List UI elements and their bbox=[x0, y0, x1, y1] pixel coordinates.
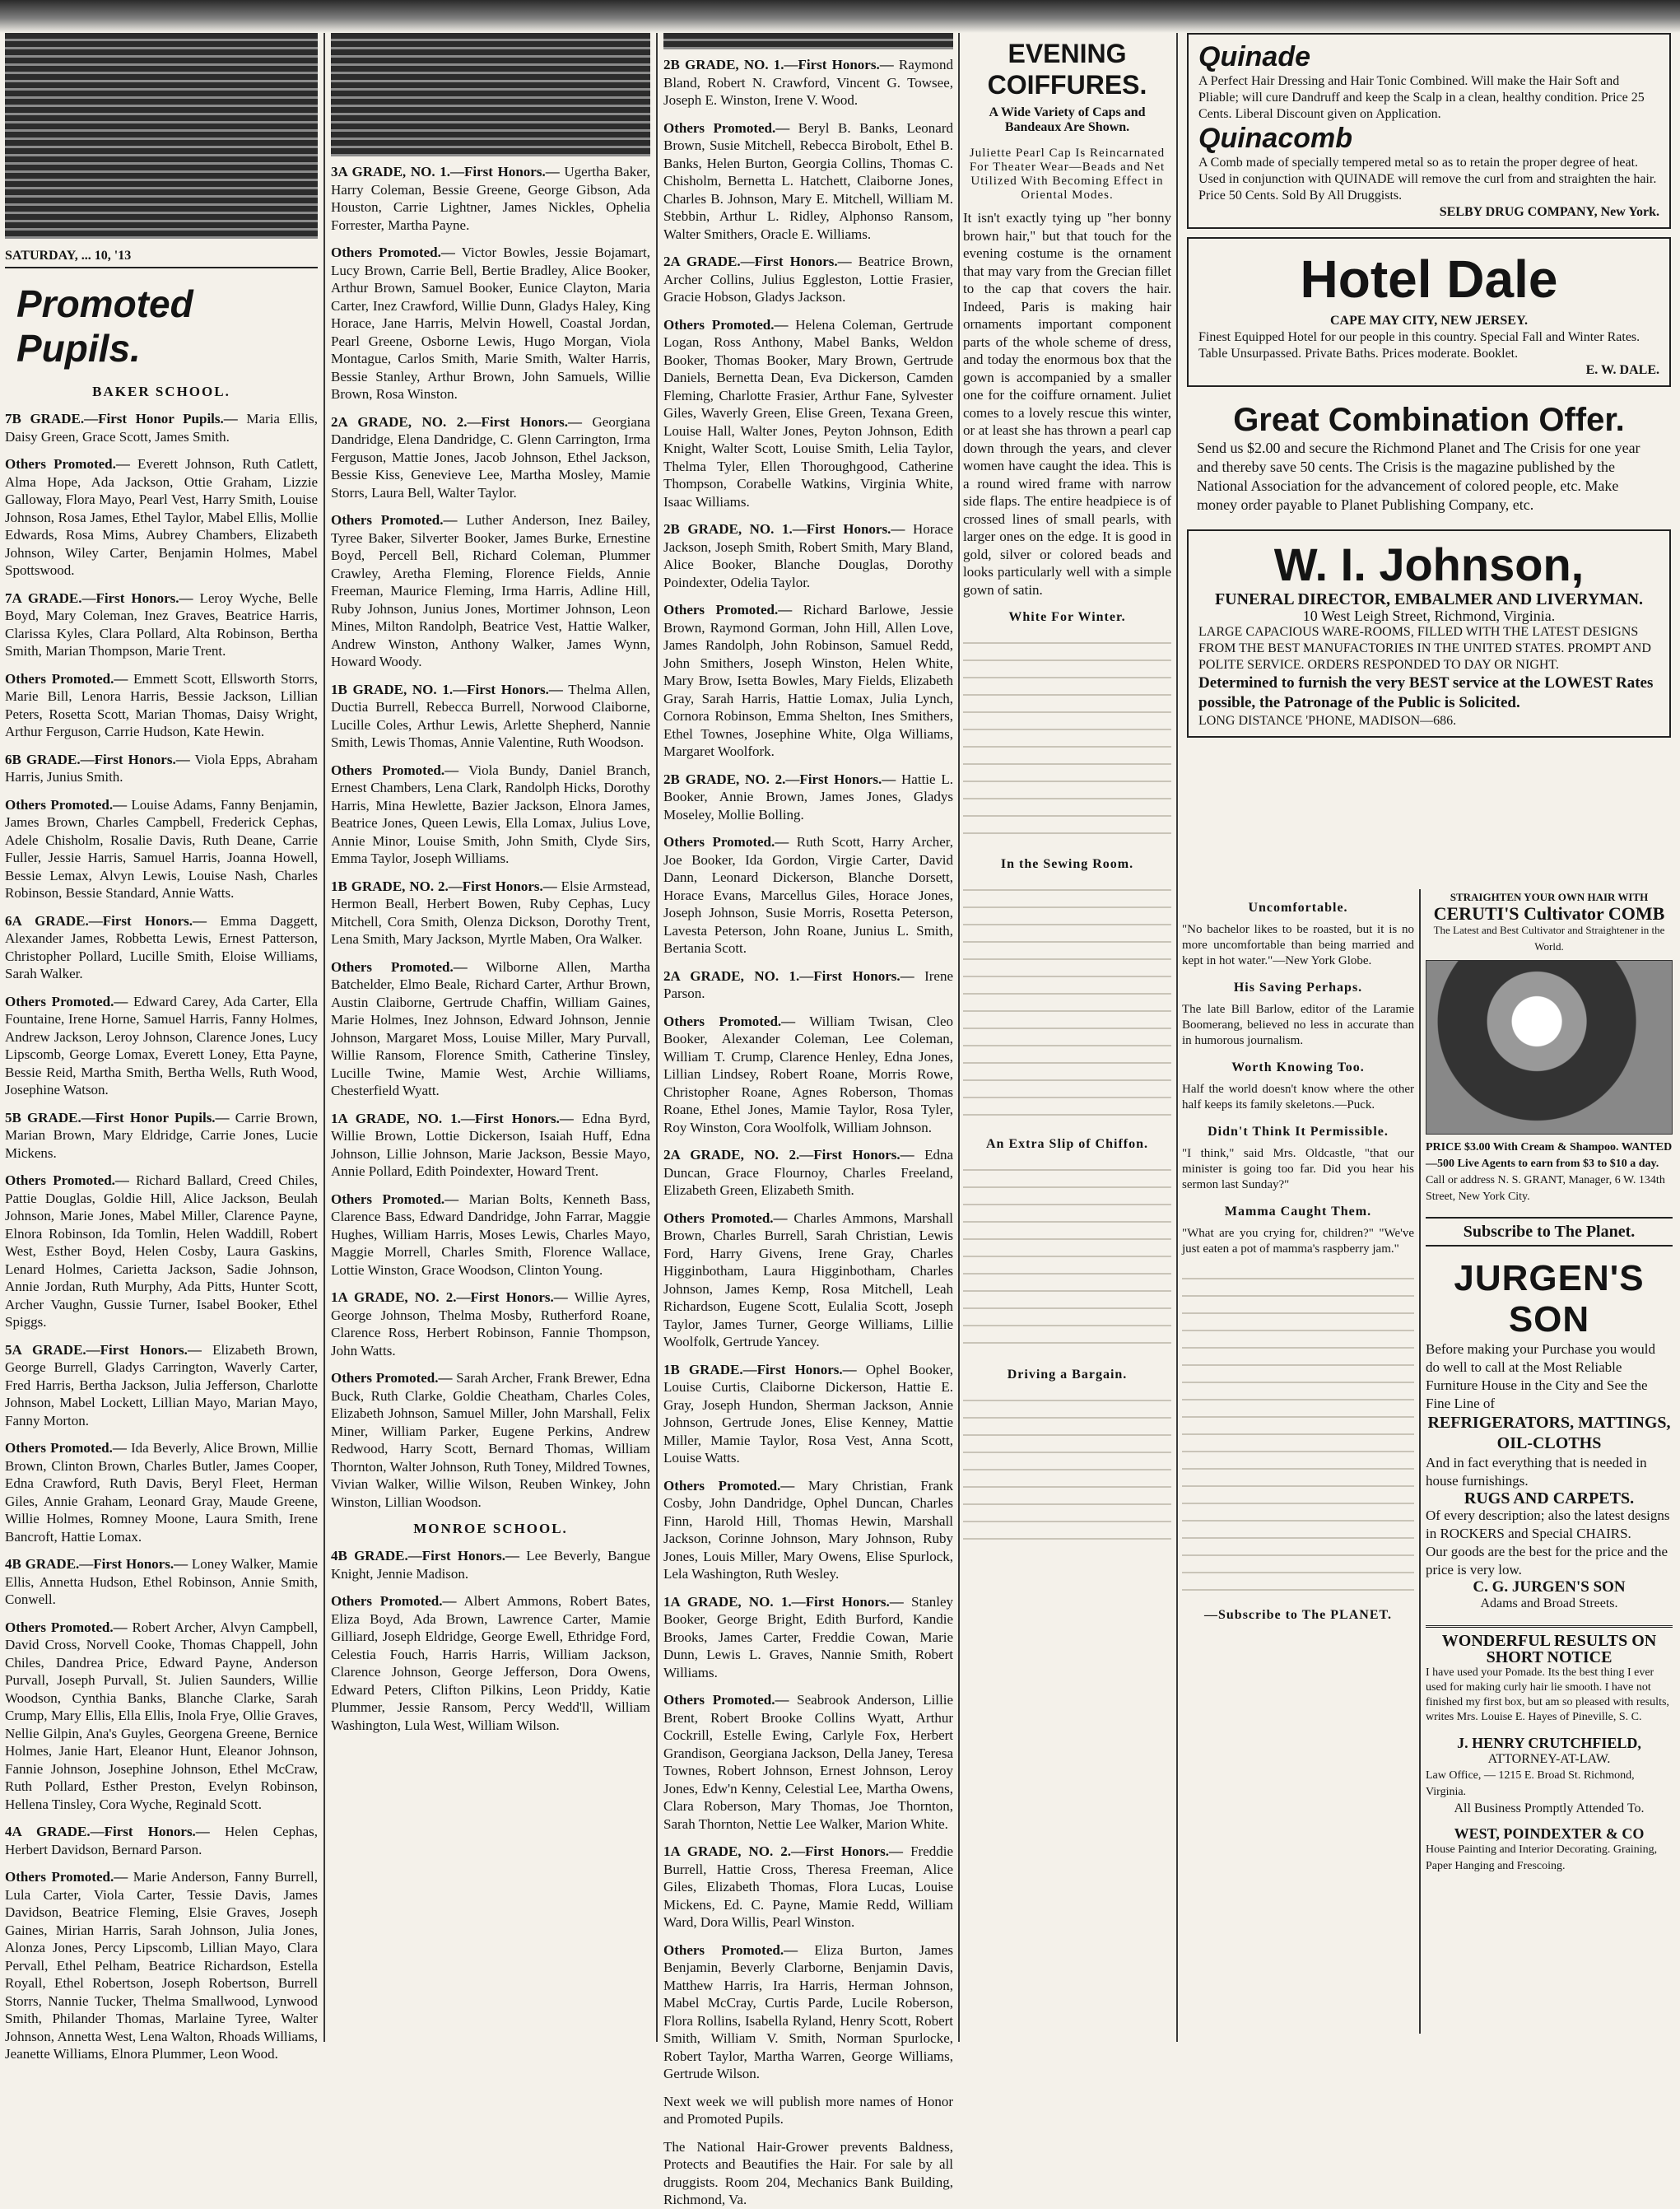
grade-entry bbox=[5, 1555, 318, 1609]
ad-body: And in fact everything that is needed in house furnishings. bbox=[1426, 1455, 1647, 1489]
grade-label: 1A GRADE, NO. 1.—First Honors.— bbox=[663, 1593, 904, 1610]
column-rule bbox=[958, 33, 960, 2042]
headline: Promoted Pupils. bbox=[16, 282, 193, 370]
grade-list bbox=[5, 410, 318, 2063]
ad-body: House Painting and Interior Decorating. Graining, Paper Hanging and Frescoing. bbox=[1426, 1843, 1658, 1872]
item-title: His Saving Perhaps. bbox=[1233, 981, 1363, 995]
ad-body: Finest Equipped Hotel for our people in this country. Special Fall and Winter Rates. Table Unsurpassed. Private Baths. Prices moderate. Booklet. bbox=[1198, 330, 1640, 361]
pupil-names: Albert Ammons, Robert Bates, Eliza Boyd, Ada Brown, Lawrence Carter, Mamie Gilliard, Joseph Eldridge, George Ewell, Ethridge Ford, Celestia Fouch, Harris Harris, William Jackson, Clarence Johnson, George Jefferson, Dora Owens, Edward Peters, Clifton Pilkins, Leon Priddy, Katie Plummer, Jessie Ransom, Percy Wedd'll, William Washington, Lula West, William Wilson. bbox=[331, 1593, 650, 1733]
comb-illustration bbox=[1426, 960, 1673, 1135]
pupil-names: Everett Johnson, Ruth Catlett, Alma Hope, Ada Jackson, Ottie Graham, Lizzie Galloway, Flora Mayo, Pearl Vest, Harry Smith, Louise Johnson, Rosa James, Ethel Taylor, Mabel Ellis, Mollie Edwards, Rosa Mims, Aubrey Chambers, Elizabeth Johnson, Wiley Carter, Benjamin Holmes, Mabel Spottswood. bbox=[5, 456, 318, 578]
grade-label: Others Promoted.— bbox=[663, 1692, 789, 1708]
grade-entry bbox=[663, 833, 953, 958]
ad-body: A Perfect Hair Dressing and Hair Tonic Combined. Will make the Hair Soft and Pliable; will cure Dandruff and keep the Scalp in a clean, healthy condition. Price 25 Cents. Liberal Discount given on Application. bbox=[1198, 74, 1645, 121]
grade-label: Others Promoted.— bbox=[331, 1593, 457, 1609]
item-text: "I think," said Mrs. Oldcastle, "that our minister is going too far. Did you hear his sermon last Sunday?" bbox=[1182, 1147, 1414, 1191]
column-grades-2 bbox=[331, 33, 650, 2042]
story-deck: A Wide Variety of Caps and Bandeaux Are Shown. bbox=[989, 105, 1146, 134]
grade-entry bbox=[5, 993, 318, 1099]
grade-entry bbox=[663, 1691, 953, 1833]
grade-label: Others Promoted.— bbox=[5, 796, 128, 813]
grade-label: Others Promoted.— bbox=[5, 670, 128, 687]
pupil-names: Marian Bolts, Kenneth Bass, Clarence Bass, Edward Dandridge, John Farrar, Maggie Hughes, William Harris, Moses Lewis, Charles Mayo, Maggie Morrell, Charles Smith, Florence Wallace, Lottie Winston, Grace Woodson, Clinton Young. bbox=[331, 1191, 651, 1278]
ad-subtitle: The Latest and Best Cultivator and Straightener in the World. bbox=[1433, 924, 1665, 953]
pupil-names: Robert Archer, Alvyn Campbell, David Cross, Norvell Cooke, Thomas Chappell, John Chiles, Dandrea Price, Edward Payne, Anderson Purvall, Joseph Purvall, St. Julien Saunders, Willie Woodson, Cynthia Banks, Blanche Clarke, Sarah Crump, Mary Ellis, Ella Ellis, Inola Frye, Ollie Graves, Nellie Gilpin, Ana's Guyles, Georgena Greene, Bernice Holmes, Janie Hart, Eleanor Hunt, Eleanor Johnson, Fannie Johnson, Josephine Johnson, Ethel McCraw, Ruth Pollard, Esther Preston, Evelyn Robinson, Hellena Tinsley, Cora Wyche, Reginald Scott. bbox=[5, 1619, 318, 1812]
grade-entry bbox=[663, 771, 953, 824]
grade-entry bbox=[663, 316, 953, 511]
pupil-names: Hattie L. Booker, Annie Brown, James Jones, Gladys Moseley, Mollie Bolling. bbox=[663, 771, 954, 823]
pupil-names: William Twisan, Cleo Booker, Alexander Coleman, Lee Coleman, William T. Crump, Clarence Henley, Edna Jones, Lillian Lindsey, Robert Roane, Morris Rowe, Christopher Roane, Agnes Roberson, Thomas Roane, Ethel Jones, Mamie Taylor, Rosa Tyler, Roy Winston, Cora Woolfolk, William Johnson. bbox=[663, 1013, 954, 1135]
grade-entry bbox=[5, 1109, 318, 1163]
pupil-names: Marie Anderson, Fanny Burrell, Lula Carter, Viola Carter, Tessie Davis, James Davidson, Beatrice Fleming, Elsie Graves, Joseph Gaines, Mirian Harris, Sarah Johnson, Julia Jones, Alonza Jones, Percy Lipscomb, Lillian Mayo, Clara Pervall, Ethel Pelham, Beatrice Richardson, Estella Royall, Ethel Robertson, Joseph Robertson, Burrell Storrs, Nannie Tucker, Thelma Smallwood, Lynwood Smith, Philander Thomas, Marlaine Tyree, Walter Johnson, Annetta West, Lena Walton, Rhoads Williams, Jeanette Williams, Elnora Plummer, Leon Wood. bbox=[5, 1869, 318, 2062]
ad-subtitle: ATTORNEY-AT-LAW. bbox=[1487, 1752, 1611, 1766]
hotel-dale-ad bbox=[1187, 237, 1671, 387]
grade-label: 2A GRADE, NO. 2.—First Honors.— bbox=[331, 413, 582, 430]
grade-entry bbox=[331, 413, 650, 502]
grade-list bbox=[331, 1547, 650, 1734]
grade-entry bbox=[331, 958, 650, 1100]
sub-heading: White For Winter. bbox=[1008, 610, 1126, 624]
grade-label: Others Promoted.— bbox=[5, 1440, 127, 1456]
grade-label: Others Promoted.— bbox=[331, 762, 459, 778]
pupil-names: Elizabeth Brown, George Burrell, Gladys Carrington, Waverly Carter, Fred Harris, Bertha Jackson, Julia Jefferson, Charlotte Johnson, Mabel Lockett, Lillian Mayo, Marian Mayo, Fanny Morton. bbox=[5, 1341, 319, 1428]
pupil-names: Emma Daggett, Alexander James, Robbetta Lewis, Ernest Patterson, Christopher Pollard, Lucille Smith, Eloise Williams, Sarah Walker. bbox=[5, 912, 318, 981]
grade-entry bbox=[663, 1593, 953, 1682]
pupil-names: Georgiana Dandridge, Elena Dandridge, C. Glenn Carrington, Irma Ferguson, Mattie Jones, Jacob Johnson, Ethel Jackson, Bessie Kiss, Genevieve Lee, Martha Mosley, Mamie Storrs, Laura Bell, Walter Taylor. bbox=[331, 413, 650, 501]
grade-entry bbox=[663, 253, 953, 306]
pupil-names: Thelma Allen, Ductia Burrell, Rebecca Burrell, Norwood Claiborne, Lucille Coles, Arthur Lewis, Arlette Shepherd, Nannie Smith, Lewis Thomas, Annie Valentine, Ruth Woodson. bbox=[331, 681, 650, 750]
story-body: It isn't exactly tying up "her bonny brown hair," but that touch for the evening costume is the ornament that may vary from the Grecian fillet to the cap that covers the hair. Indeed, Paris is making hair ornaments important component parts of the whole scheme of dress, and today the enormous box that the gown is accompanied by a smaller one for the coiffure ornament. Juliet comes to a lovely rescue this winter, or at least she has thrown a pearl cap down through the years, and clever women have caught the idea. This is a round wired frame with narrow side flaps. The entire headpiece is of crossed lines of small pearls, with larger ones on the edge. It is good in gold, silver or colored beads and looks particularly well with a simple gown of satin. bbox=[963, 210, 1171, 598]
grade-label: 4B GRADE.—First Honors.— bbox=[331, 1548, 519, 1564]
grade-label: 6B GRADE.—First Honors.— bbox=[5, 751, 190, 767]
grade-label: Others Promoted.— bbox=[5, 1619, 128, 1635]
pupil-names: Ophel Booker, Louise Curtis, Claiborne Dickerson, Hattie E. Gray, Joseph Hundon, Sherman Jackson, Annie Johnson, Gertrude Jones, Elise Kenney, Mattie Miller, Mamie Taylor, Rosa Vest, Anna Scott, Louise Watts. bbox=[663, 1361, 954, 1466]
column-ads-2 bbox=[1419, 889, 1678, 2034]
grade-label: 1A GRADE, NO. 2.—First Honors.— bbox=[331, 1289, 568, 1305]
ad-subtitle: CAPE MAY CITY, NEW JERSEY. bbox=[1329, 314, 1529, 328]
grade-entry bbox=[663, 967, 953, 1003]
story-title: EVENING COIFFURES. bbox=[987, 39, 1147, 100]
grade-label: 2B GRADE, NO. 2.—First Honors.— bbox=[663, 771, 896, 787]
ad-head: STRAIGHTEN YOUR OWN HAIR WITH bbox=[1450, 891, 1649, 903]
pupil-names: Carrie Brown, Marian Brown, Mary Eldridge, Carrie Jones, Lucie Mickens. bbox=[5, 1109, 318, 1161]
pupil-names: Raymond Bland, Robert N. Crawford, Vincent G. Towsee, Joseph E. Winston, Irene V. Wood. bbox=[663, 57, 954, 108]
item-title: Worth Knowing Too. bbox=[1231, 1060, 1365, 1074]
ad-title: Quinade bbox=[1198, 41, 1311, 72]
grade-label: 7A GRADE.—First Honors.— bbox=[5, 590, 193, 606]
subscribe-line: —Subscribe to The PLANET. bbox=[1204, 1608, 1392, 1622]
ad-body: Of every description; also the latest designs in ROCKERS and Special CHAIRS. bbox=[1426, 1508, 1670, 1541]
pupil-names: Ugertha Baker, Harry Coleman, Bessie Greene, George Gibson, Ada Houston, Carrie Lightner, James Nickles, Ophelia Forrester, Martha Payne. bbox=[331, 164, 650, 233]
grade-label: 2A GRADE, NO. 2.—First Honors.— bbox=[663, 1147, 914, 1163]
text-filler bbox=[963, 631, 1171, 846]
grade-label: Others Promoted.— bbox=[5, 456, 130, 472]
ad-title: Great Combination Offer. bbox=[1233, 402, 1625, 438]
pupil-names: Richard Ballard, Creed Chiles, Pattie Douglas, Goldie Hill, Alice Jackson, Beulah Johnson, Marie Jones, Mabel Miller, Clarence Payne, Elnora Robinson, Ida Tomlin, Helen Waddill, Robert West, Esther Boyd, Helen Cosby, Laura Gaskins, Lenard Holmes, Carietta Jackson, Sadie Johnson, Annie Jordan, Ruth Murphy, Ada Pitts, Hunter Scott, Archer Vaughn, Gussie Turner, Isabel Booker, Ethel Spiggs. bbox=[5, 1172, 318, 1330]
grade-label: 6A GRADE.—First Honors.— bbox=[5, 912, 207, 929]
pupil-names: Seabrook Anderson, Lillie Brent, Robert Brooke Collins Wyatt, Arthur Cockrill, Estelle Ewing, Carlyle Fox, Herbert Grandison, Georgiana Jackson, Della Janey, Teresa Townes, Robert Johnson, Ernest Johnson, Leroy Jones, Edw'n Kenny, Celestial Lee, Martha Owens, Clara Roberson, Mary Thomas, Joe Thornton, Sarah Thornton, Nettie Lee Walker, Marion White. bbox=[663, 1692, 953, 1832]
ad-contact: Call or address N. S. GRANT, Manager, 6 W. 134th Street, New York City. bbox=[1426, 1174, 1665, 1203]
ad-title: JURGEN'S SON bbox=[1454, 1258, 1645, 1340]
grade-list bbox=[331, 163, 650, 1511]
column-ads bbox=[1182, 33, 1676, 889]
ad-address: Adams and Broad Streets. bbox=[1480, 1596, 1618, 1610]
grade-entry bbox=[5, 455, 318, 580]
pupil-names: Viola Epps, Abraham Harris, Junius Smith. bbox=[5, 751, 319, 785]
ad-footer: All Business Promptly Attended To. bbox=[1454, 1801, 1645, 1815]
ad-title: W. I. Johnson, bbox=[1273, 538, 1585, 590]
pupil-names: Edward Carey, Ada Carter, Ella Fountaine, Irene Horne, Samuel Harris, Fanny Holmes, Andrew Jackson, Leroy Johnson, Clarence Jones, Lucy Lipscomb, George Lomax, Everett Loney, Etta Payne, Bessie Reid, Martha Smith, Bertha Wells, Ruth Wood, Josephine Watson. bbox=[5, 993, 318, 1098]
grade-entry bbox=[5, 1823, 318, 1858]
grade-entry bbox=[663, 1146, 953, 1200]
hair-grower-ad: The National Hair-Grower prevents Baldness, Protects and Beautifies the Hair. For sale by all druggists. Room 204, Mechanics Bank Building, Richmond, Va. bbox=[663, 2138, 953, 2207]
grade-label: Others Promoted.— bbox=[331, 1370, 453, 1386]
ad-phone: LONG DISTANCE 'PHONE, MADISON—686. bbox=[1198, 714, 1457, 728]
grade-entry bbox=[663, 56, 953, 110]
ad-body: Before making your Purchase you would do well to call at the Most Reliable Furniture House in the City and See the Fine Line of bbox=[1426, 1341, 1656, 1411]
ad-body: LARGE CAPACIOUS WARE-ROOMS, FILLED WITH THE LATEST DESIGNS FROM THE BEST MANUFACTORIES IN THE UNITED STATES. PROMPT AND POLITE SERVICE. ORDERS RESPONDED TO DAY OR NIGHT. bbox=[1198, 625, 1651, 672]
sub-heading: An Extra Slip of Chiffon. bbox=[985, 1137, 1149, 1151]
pupil-names: Beryl B. Banks, Leonard Brown, Susie Mitchell, Rebecca Birobolt, Ethel B. Banks, Helen Burton, Georgia Collins, Thomas C. Chisholm, Bernetta L. Hatchett, Claiborne Jones, Charles B. Johnson, Mary E. Mitchell, William M. Stebbin, Arthur L. Ridley, Alphonso Ransom, Walter Smithers, Oracle E. Williams. bbox=[663, 119, 953, 242]
grade-entry bbox=[5, 1439, 318, 1545]
item-text: "What are you crying for, children?" "We've just eaten a pot of mamma's raspberry jam." bbox=[1182, 1227, 1414, 1256]
pupil-names: Ida Beverly, Alice Brown, Millie Brown, Clinton Brown, Charles Butler, James Cooper, Edna Crawford, Ruth Davis, Beryl Fleet, Herman Giles, Annie Graham, Leonard Gray, Maude Greene, Willie Holmes, Romney Moone, Laura Smith, Irene Bancroft, Hattie Lomax. bbox=[5, 1440, 319, 1545]
grade-label: 4B GRADE.—First Honors.— bbox=[5, 1556, 188, 1572]
grade-label: 1B GRADE, NO. 2.—First Honors.— bbox=[331, 878, 557, 894]
pupil-names: Louise Adams, Fanny Benjamin, James Brown, Charles Campbell, Frederick Cephas, Adele Chisholm, Rosalie Davis, Ruth Deane, Carrie Fuller, Jessie Harris, Samuel Harris, Joanna Howell, Bessie Lemax, Alvyn Lewis, Louise Nash, Charles Robinson, Bessie Standard, Annie Watts. bbox=[5, 796, 319, 901]
grade-entry bbox=[331, 1369, 650, 1511]
ad-owner: E. W. DALE. bbox=[1585, 363, 1659, 377]
grade-entry bbox=[5, 751, 318, 786]
pupil-names: Charles Ammons, Marshall Brown, Charles Burrell, Sarah Christian, Lewis Ford, Harry Givens, Irene Gray, Charles Higginbotham, Laura Higginbotham, Charles Johnson, James Kemp, Rosa Mitchell, Leah Richardson, Eugene Scott, Eulalia Scott, Joseph Taylor, James Turner, George Williams, Lillie Woolfolk, Gertrude Yancey. bbox=[663, 1209, 954, 1349]
pupil-names: Richard Barlowe, Jessie Brown, Raymond Gorman, John Hill, Allen Love, James Randolph, John Robinson, Samuel Redd, John Smithers, Joseph Winston, Helen White, Mary Brow, Isetta Bowles, Mary Fields, Elizabeth Gray, Sarah Harris, Hattie Lomax, Julia Lynch, Cornora Robinson, Emma Shelton, Ines Smithers, Ethel Townes, Josephine White, Olga Williams, Margaret Woolfork. bbox=[663, 602, 953, 759]
item-text: "No bachelor likes to be roasted, but it is no more uncomfortable than being married and kept in hot water."—New York Globe. bbox=[1182, 923, 1414, 967]
quinade-ad bbox=[1187, 33, 1671, 229]
column-rule bbox=[1176, 33, 1178, 2042]
pupil-names: Freddie Burrell, Hattie Cross, Theresa Freeman, Alice Giles, Elizabeth Thomas, Flora Lucas, Louise Mickens, Ed. C. Payne, Mamie Redd, William Ward, Dora Willis, Pearl Winston. bbox=[663, 1843, 954, 1930]
scan-top-edge bbox=[0, 0, 1680, 33]
ad-name: J. HENRY CRUTCHFIELD, bbox=[1457, 1735, 1641, 1751]
date-strip: SATURDAY, ... 10, '13 bbox=[5, 245, 318, 268]
ad-items: REFRIGERATORS, MATTINGS, OIL-CLOTHS bbox=[1427, 1414, 1671, 1452]
grade-label: Others Promoted.— bbox=[663, 834, 789, 850]
grade-label: 2B GRADE, NO. 1.—First Honors.— bbox=[663, 57, 894, 72]
text-filler bbox=[1182, 1267, 1414, 1596]
grade-entry bbox=[331, 878, 650, 948]
grade-entry bbox=[331, 1110, 650, 1181]
combination-offer-ad bbox=[1187, 395, 1671, 521]
pupil-names: Viola Bundy, Daniel Branch, Ernest Chambers, Lena Clark, Randolph Hicks, Dorothy Harris, Mina Hewlette, Bazier Jackson, Elnora James, Beatrice Jones, Queen Lewis, Ella Lomax, Julius Love, Annie Minor, Louise Smith, John Smith, Clyde Sirs, Emma Taylor, Joseph Williams. bbox=[331, 762, 650, 866]
pupil-names: Edna Byrd, Willie Brown, Lottie Dickerson, Isaiah Huff, Edna Johnson, Lillie Johnson, Marie Jackson, Bessie Mayo, Annie Pollard, Edith Poindexter, Howard Trent. bbox=[331, 1110, 650, 1179]
grade-entry bbox=[5, 590, 318, 660]
item-title: Mamma Caught Them. bbox=[1224, 1205, 1372, 1219]
pupil-names: Emmett Scott, Ellsworth Storrs, Marie Bill, Lenora Harris, Bessie Jackson, Lillian Peters, Rosetta Scott, Marian Thomas, Daisy Wright, Arthur Ferguson, Carrie Hudson, Kate Hewin. bbox=[5, 670, 318, 739]
grade-label: Others Promoted.— bbox=[331, 1191, 459, 1207]
grade-entry bbox=[331, 1289, 650, 1359]
grade-label: 3A GRADE, NO. 1.—First Honors.— bbox=[331, 164, 560, 179]
grade-entry bbox=[663, 1941, 953, 2083]
pupil-names: Lee Beverly, Bangue Knight, Jennie Madison. bbox=[331, 1548, 651, 1582]
ad-body: Send us $2.00 and secure the Richmond Planet and The Crisis for one year and thereby save 50 cents. The Crisis is the magazine published by the National Association for the advancement of colored people, etc. Make money order payable to Planet Publishing Company, etc. bbox=[1197, 440, 1640, 513]
grade-entry bbox=[663, 1843, 953, 1932]
damaged-print-area bbox=[5, 33, 318, 239]
grade-label: 2B GRADE, NO. 1.—First Honors.— bbox=[663, 521, 905, 537]
sub-heading: Driving a Bargain. bbox=[1007, 1368, 1128, 1382]
grade-entry bbox=[663, 1361, 953, 1467]
grade-entry bbox=[331, 511, 650, 671]
column-grades-3 bbox=[663, 33, 954, 2207]
grade-entry bbox=[331, 1547, 650, 1582]
pupil-names: Edna Duncan, Grace Flournoy, Charles Freeland, Elizabeth Green, Elizabeth Smith. bbox=[663, 1147, 954, 1198]
pupil-names: Maria Ellis, Daisy Green, Grace Scott, James Smith. bbox=[5, 411, 318, 445]
item-title: Uncomfortable. bbox=[1248, 901, 1348, 915]
grade-entry bbox=[5, 1172, 318, 1331]
grade-entry bbox=[663, 119, 953, 244]
grade-label: Others Promoted.— bbox=[331, 958, 468, 975]
grade-label: 4A GRADE.—First Honors.— bbox=[5, 1824, 210, 1839]
subscribe-line: Subscribe to The Planet. bbox=[1426, 1217, 1673, 1247]
ad-title: Hotel Dale bbox=[1300, 249, 1558, 309]
grade-label: Others Promoted.— bbox=[331, 512, 458, 528]
pupil-names: Helena Coleman, Gertrude Logan, Ross Anthony, Mabel Banks, Weldon Booker, Thomas Booker, Mary Brown, Gertrude Daniels, Bernetta Dean, Eva Dickerson, Camden Fleming, Charlotte Frasier, Arthur Fane, Sylvester Giles, Waverly Green, Elise Green, Texana Green, Louise Hall, Walter Jones, Peyton Johnson, Edith Knight, Walter Scott, Louise Smith, Lelia Taylor, Thelma Tyler, Ellen Thoroughgood, Catherine Thompson, Corabelle Watkins, Virginia White, Isaac Williams. bbox=[663, 316, 953, 510]
pupil-names: Sarah Archer, Frank Brewer, Edna Buck, Ruth Clarke, Goldie Cheatham, Charles Coles, Elizabeth Johnson, Samuel Miller, John Marshall, Felix Miner, William Parker, Eugene Perkins, Andrew Redwood, Harry Scott, Bernard Thomas, William Thornton, Walter Johnson, Ruth Toney, Mildred Townes, Vivian Walker, Willie Wilson, Reuben Winkey, John Winston, Lillian Woodson. bbox=[331, 1370, 651, 1510]
pupil-names: Stanley Booker, George Bright, Edith Burford, Kandie Brooks, James Carter, Freddie Cowan, Marie Dunn, Lewis L. Graves, Nannie Smith, Robert Williams. bbox=[663, 1593, 954, 1680]
grade-entry bbox=[663, 520, 953, 591]
ad-title: CERUTI'S Cultivator COMB bbox=[1433, 903, 1665, 924]
text-filler bbox=[963, 878, 1171, 1125]
grade-label: 1B GRADE.—First Honors.— bbox=[663, 1361, 857, 1377]
pupil-names: Leroy Wyche, Belle Boyd, Mary Coleman, Inez Graves, Beatrice Harris, Clarissa Kyles, Clara Pollard, Alta Robinson, Bertha Smith, Marian Thompson, Marie Trent. bbox=[5, 590, 319, 659]
grade-label: Others Promoted.— bbox=[663, 119, 790, 136]
grade-label: Others Promoted.— bbox=[663, 1477, 795, 1494]
school-heading: MONROE SCHOOL. bbox=[413, 1521, 568, 1536]
grade-entry bbox=[5, 410, 318, 445]
column-rule bbox=[656, 33, 658, 2042]
pupil-names: Horace Jackson, Joseph Smith, Robert Smith, Mary Bland, Alice Booker, Blanche Douglas, Dorothy Poindexter, Odelia Taylor. bbox=[663, 521, 954, 590]
grade-entry bbox=[5, 1619, 318, 1814]
grade-entry bbox=[663, 1477, 953, 1583]
grade-label: 5B GRADE.—First Honor Pupils.— bbox=[5, 1109, 230, 1125]
grade-entry bbox=[5, 1341, 318, 1430]
pupil-names: Helen Cephas, Herbert Davidson, Bernard Parson. bbox=[5, 1824, 319, 1857]
grade-entry bbox=[331, 244, 650, 403]
grade-entry bbox=[5, 670, 318, 741]
ad-body: I have used your Pomade. Its the best thing I ever used for making curly hair lie smooth. I have not finished my first box, but am so pleased with results, writes Mrs. Louise E. Hayes of Pineville, S. C. bbox=[1426, 1666, 1669, 1723]
notice: Next week we will publish more names of Honor and Promoted Pupils. bbox=[663, 2093, 953, 2127]
ad-name: WEST, POINDEXTER & CO bbox=[1454, 1825, 1645, 1842]
grade-label: 1A GRADE, NO. 2.—First Honors.— bbox=[663, 1843, 904, 1859]
grade-label: 7B GRADE.—First Honor Pupils.— bbox=[5, 411, 238, 426]
grade-label: Others Promoted.— bbox=[5, 1869, 128, 1885]
pupil-names: Victor Bowles, Jessie Bojamart, Lucy Brown, Carrie Bell, Bertie Bradley, Alice Booker, Arthur Brown, Samuel Booker, Eunice Clayton, Maria Carter, Inez Crawford, Willie Dunn, Gladys Haley, King Horace, Jane Harris, Melvin Howell, Coastal Jordan, Pearl Greene, Osborne Lewis, Hugo Morgan, Viola Montague, Carlos Smith, Marie Smith, Walter Harris, Bessie Stanley, Arthur Brown, John Samuels, Willie Brown, Rosa Winston. bbox=[331, 245, 650, 402]
grade-entry bbox=[331, 1191, 650, 1279]
grade-entry bbox=[5, 1868, 318, 2063]
ad-title: WONDERFUL RESULTS ON SHORT NOTICE bbox=[1426, 1625, 1673, 1666]
story-subdeck: Juliette Pearl Cap Is Reincarnated For Theater Wear—Beads and Net Utilized With Becoming Effect in Oriental Modes. bbox=[969, 147, 1166, 202]
grade-entry bbox=[331, 762, 650, 868]
pupil-names: Willie Ayres, George Johnson, Thelma Mosby, Rutherford Roane, Clarence Ross, Herbert Robinson, Fannie Thompson, John Watts. bbox=[331, 1289, 650, 1358]
pupil-names: Eliza Burton, James Benjamin, Beverly Clarborne, Benjamin Davis, Matthew Harris, Ira Harris, Herman Johnson, Mabel McCray, Curtis Parde, Lucile Roberson, Flora Rollins, Isabella Ryland, Henry Scott, Robert Smith, William V. Smith, Norman Spurlocke, Robert Taylor, Martha Warren, George Williams, Gertrude Wilson. bbox=[663, 1941, 953, 2081]
grade-label: Others Promoted.— bbox=[331, 245, 455, 260]
ad-address: 10 West Leigh Street, Richmond, Virginia. bbox=[1302, 608, 1556, 624]
pupil-names: Luther Anderson, Inez Bailey, Tyree Baker, Silverter Booker, James Burke, Ernestine Boyd, Percell Bell, Richard Coleman, Plummer Crawley, Aretha Fleming, Florence Fields, Annie Freeman, Maurice Fleming, Irma Harris, Adline Hill, Ruby Johnson, Junius Jones, Mortimer Johnson, Leon Mines, Milton Randolph, Beatrice Vest, Hattie Walker, Andrew Winston, Anthony Walker, James Wynn, Howard Woody. bbox=[331, 512, 650, 669]
damaged-print-area bbox=[331, 33, 650, 156]
ad-name: C. G. JURGEN'S SON bbox=[1473, 1578, 1626, 1596]
grade-entry bbox=[663, 601, 953, 761]
column-rule bbox=[323, 33, 325, 2042]
pupil-names: Mary Christian, Frank Cosby, John Dandridge, Ophel Duncan, Charles Finn, Harold Hill, Thomas Hewin, Marshall Jackson, Corinne Johnson, Mary Johnson, Ruby Jones, Louis Miller, Mary Owens, Elise Spurlock, Lela Washington, Ruth Wesley. bbox=[663, 1477, 953, 1582]
grade-entry bbox=[331, 163, 650, 234]
text-filler bbox=[963, 1389, 1171, 1554]
grade-entry bbox=[663, 1209, 953, 1351]
pupil-names: Irene Parson. bbox=[663, 967, 954, 1001]
column-coiffures bbox=[963, 33, 1171, 2042]
grade-label: 1A GRADE, NO. 1.—First Honors.— bbox=[331, 1110, 574, 1126]
pupil-names: Wilborne Allen, Martha Batchelder, Elmo Beale, Richard Carter, Arthur Brown, Austin Claiborne, Gertrude Chaffin, William Gaines, Marie Holmes, Inez Johnson, Edward Johnson, Jennie Johnson, Margaret Moss, Louise Miller, Mary Purvall, Willie Ransom, Florence Smith, Catherine Tinsley, Lucille Twine, Mamie West, Archie Williams, Chesterfield Wyatt. bbox=[331, 958, 650, 1098]
ad-company: SELBY DRUG COMPANY, New York. bbox=[1439, 205, 1659, 219]
column-miscellany bbox=[1182, 889, 1414, 2034]
pupil-names: Beatrice Brown, Archer Collins, Julius Eggleston, Lottie Frasier, Gracie Hobson, Gladys Jackson. bbox=[663, 254, 954, 305]
grade-entry bbox=[663, 1013, 953, 1137]
ad-body: A Comb made of specially tempered metal so as to retain the proper degree of heat. Used in conjunction with QUINADE will remove the curl from and straighten the hair. Price 50 Cents. Sold By All Druggists. bbox=[1198, 156, 1657, 203]
grade-entry bbox=[331, 1592, 650, 1734]
pupil-names: Elsie Armstead, Hermon Beall, Herbert Bowen, Ruby Cephas, Lucy Mitchell, Cora Smith, Olenza Dickson, Dorothy Trent, Lena Smith, Mary Jackson, Myrtle Maben, Ora Walker. bbox=[331, 878, 650, 947]
ad-body: Our goods are the best for the price and the price is very low. bbox=[1426, 1544, 1668, 1578]
ad-promise: Determined to furnish the very BEST service at the LOWEST Rates possible, the Patronage of the Public is Solicited. bbox=[1198, 674, 1654, 711]
grade-entry bbox=[5, 912, 318, 983]
johnson-ad bbox=[1187, 529, 1671, 738]
grade-label: 5A GRADE.—First Honors.— bbox=[5, 1341, 202, 1358]
ad-items: RUGS AND CARPETS. bbox=[1464, 1489, 1635, 1508]
item-text: The late Bill Barlow, editor of the Laramie Boomerang, believed no less in accurate than in humorous journalism. bbox=[1182, 1003, 1414, 1047]
text-filler bbox=[963, 1158, 1171, 1356]
item-title: Didn't Think It Permissible. bbox=[1208, 1125, 1389, 1139]
grade-label: Others Promoted.— bbox=[663, 602, 793, 617]
ad-price: PRICE $3.00 With Cream & Shampoo. WANTED—500 Live Agents to earn from $3 to $10 a day. bbox=[1426, 1141, 1673, 1170]
sub-heading: In the Sewing Room. bbox=[1000, 857, 1134, 871]
ad-title: Quinacomb bbox=[1198, 123, 1353, 154]
grade-label: 2A GRADE.—First Honors.— bbox=[663, 254, 852, 269]
school-heading: BAKER SCHOOL. bbox=[92, 384, 230, 399]
damaged-print-area bbox=[663, 33, 953, 49]
grade-label: Others Promoted.— bbox=[663, 1013, 796, 1029]
grade-list bbox=[663, 56, 953, 2083]
grade-entry bbox=[331, 681, 650, 752]
item-text: Half the world doesn't know where the other half keeps its family skeletons.—Puck. bbox=[1182, 1083, 1414, 1111]
pupil-names: Loney Walker, Mamie Ellis, Annetta Hudson, Ethel Robinson, Annie Smith, Conwell. bbox=[5, 1556, 318, 1607]
grade-label: Others Promoted.— bbox=[663, 1941, 798, 1958]
grade-label: Others Promoted.— bbox=[5, 1172, 129, 1188]
ad-address: Law Office, — 1215 E. Broad St. Richmond, Virginia. bbox=[1426, 1769, 1635, 1798]
grade-label: Others Promoted.— bbox=[663, 1209, 788, 1226]
grade-label: 1B GRADE, NO. 1.—First Honors.— bbox=[331, 681, 563, 697]
grade-entry bbox=[5, 796, 318, 902]
grade-label: Others Promoted.— bbox=[5, 993, 128, 1009]
grade-label: Others Promoted.— bbox=[663, 316, 789, 333]
pupil-names: Ruth Scott, Harry Archer, Joe Booker, Ida Gordon, Virgie Carter, David Dann, Leonard Dickerson, Blanche Dorsett, Horace Evans, Marcellus Giles, Horace Jones, Joseph Johnson, Susie Morris, Rosetta Peterson, Lavesta Peterson, John Roane, Junius L. Smith, Bertania Scott. bbox=[663, 834, 953, 956]
column-promoted-pupils bbox=[5, 33, 319, 2062]
grade-label: 2A GRADE, NO. 1.—First Honors.— bbox=[663, 967, 914, 984]
ad-subtitle: FUNERAL DIRECTOR, EMBALMER AND LIVERYMAN. bbox=[1214, 590, 1644, 608]
